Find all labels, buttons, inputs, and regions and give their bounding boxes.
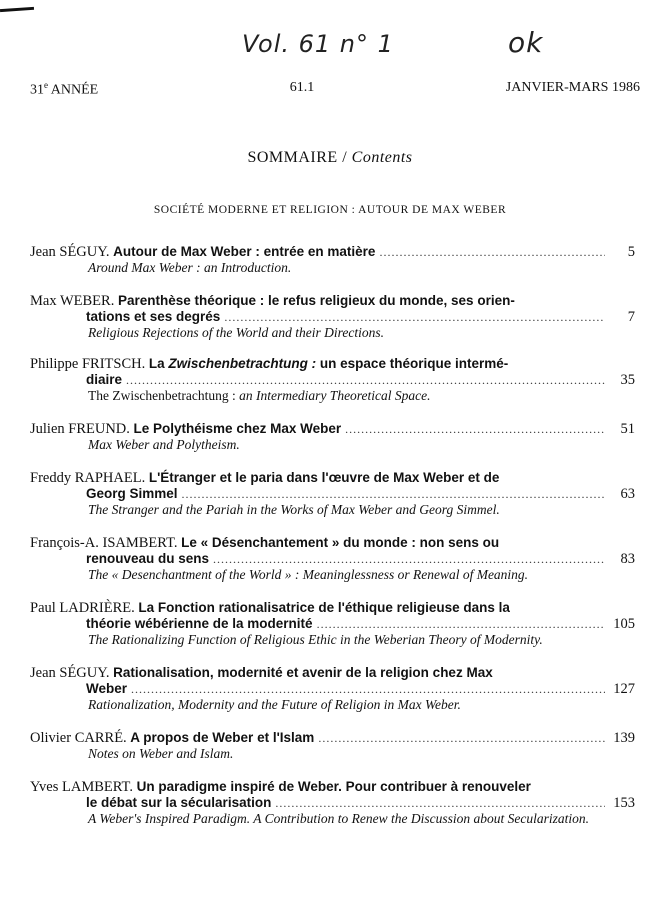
toc-entry	[30, 779, 635, 826]
author: Julien FREUND.	[30, 421, 130, 437]
english-translation: Rationalization, Modernity and the Future of Religion in Max Weber.	[88, 697, 461, 712]
page-number: 105	[613, 616, 635, 632]
page-number: 139	[613, 730, 635, 746]
article-title: Rationalisation, modernité et avenir de la religion chez Max	[113, 665, 493, 680]
toc-entry	[30, 535, 635, 582]
article-title-cont: Georg Simmel	[86, 486, 178, 501]
toc-entry	[30, 470, 635, 517]
page-title: SOMMAIRE / Contents	[247, 149, 413, 166]
handwritten-ok-note: ok	[508, 26, 544, 59]
leader-dots	[345, 421, 605, 437]
author: Philippe FRITSCH.	[30, 356, 146, 372]
table-of-contents	[30, 244, 635, 844]
page-number: 5	[627, 244, 635, 260]
article-title: La Fonction rationalisatrice de l'éthique religieuse dans la	[138, 600, 510, 615]
toc-entry	[30, 244, 635, 275]
page-number: 127	[613, 681, 635, 697]
english-translation: Around Max Weber : an Introduction.	[88, 260, 292, 275]
article-title: Un paradigme inspiré de Weber. Pour contribuer à renouveler	[136, 779, 531, 794]
leader-dots	[131, 681, 605, 697]
issue-date: JANVIER-MARS 1986	[505, 80, 640, 95]
toc-entry	[30, 665, 635, 712]
toc-entry	[30, 600, 635, 647]
journal-header	[30, 80, 640, 99]
author: Freddy RAPHAEL.	[30, 470, 146, 486]
handwritten-volume-note: Vol. 61 n° 1	[242, 30, 394, 58]
article-title: Parenthèse théorique : le refus religieux du monde, ses orien-	[117, 293, 515, 308]
article-title-cont: le débat sur la sécularisation	[86, 795, 272, 810]
article-title-cont: diaire	[86, 372, 123, 387]
toc-entry	[30, 293, 635, 340]
article-title: Le Polythéisme chez Max Weber	[133, 421, 342, 436]
year-label: 31e ANNÉE	[30, 80, 99, 98]
author: Jean SÉGUY.	[30, 244, 110, 260]
section-subtitle: SOCIÉTÉ MODERNE ET RELIGION : AUTOUR DE MAX WEBER	[153, 204, 507, 216]
author: Max WEBER.	[30, 293, 115, 309]
article-title: L'Étranger et le paria dans l'œuvre de Max Weber et de	[148, 470, 500, 485]
leader-dots	[182, 486, 605, 502]
scan-edge-mark	[0, 7, 34, 12]
leader-dots	[126, 372, 605, 388]
page-number: 51	[620, 421, 635, 437]
toc-entry	[30, 356, 635, 403]
author: Yves LAMBERT.	[30, 779, 133, 795]
english-translation: Notes on Weber and Islam.	[88, 746, 234, 761]
leader-dots	[379, 244, 605, 260]
author: François-A. ISAMBERT.	[30, 535, 178, 551]
english-translation: The Stranger and the Pariah in the Works of Max Weber and Georg Simmel.	[88, 502, 500, 517]
leader-dots	[224, 309, 605, 325]
author: Jean SÉGUY.	[30, 665, 110, 681]
issue-number: 61.1	[289, 80, 315, 95]
article-title: Le « Désenchantement » du monde : non sens ou	[181, 535, 500, 550]
page-number: 63	[620, 486, 635, 502]
english-translation: Max Weber and Polytheism.	[88, 437, 240, 452]
english-translation: A Weber's Inspired Paradigm. A Contribution to Renew the Discussion about Secularization.	[88, 811, 590, 826]
page-number: 35	[620, 372, 635, 388]
article-title-cont: théorie wébérienne de la modernité	[86, 616, 313, 631]
toc-entry	[30, 730, 635, 761]
leader-dots	[275, 795, 605, 811]
leader-dots	[317, 616, 605, 632]
article-title: Autour de Max Weber : entrée en matière	[113, 244, 376, 259]
article-title-cont: tations et ses degrés	[86, 309, 221, 324]
page-number: 83	[620, 551, 635, 567]
toc-entry	[30, 421, 635, 452]
page-number: 153	[613, 795, 635, 811]
author: Paul LADRIÈRE.	[30, 600, 135, 616]
english-translation: The Rationalizing Function of Religious Ethic in the Weberian Theory of Modernity.	[88, 632, 543, 647]
english-translation: The Zwischenbetrachtung : an Intermediary Theoretical Space.	[88, 388, 431, 403]
article-title-cont: Weber	[86, 681, 128, 696]
english-translation: Religious Rejections of the World and their Directions.	[88, 325, 384, 340]
author: Olivier CARRÉ.	[30, 730, 127, 746]
english-translation: The « Desenchantment of the World » : Meaninglessness or Renewal of Meaning.	[88, 567, 529, 582]
leader-dots	[213, 551, 605, 567]
article-title: La Zwischenbetrachtung : un espace théorique intermé-	[148, 356, 509, 371]
article-title-cont: renouveau du sens	[86, 551, 210, 566]
article-title: A propos de Weber et l'Islam	[130, 730, 315, 745]
page-number: 7	[627, 309, 635, 325]
leader-dots	[318, 730, 605, 746]
